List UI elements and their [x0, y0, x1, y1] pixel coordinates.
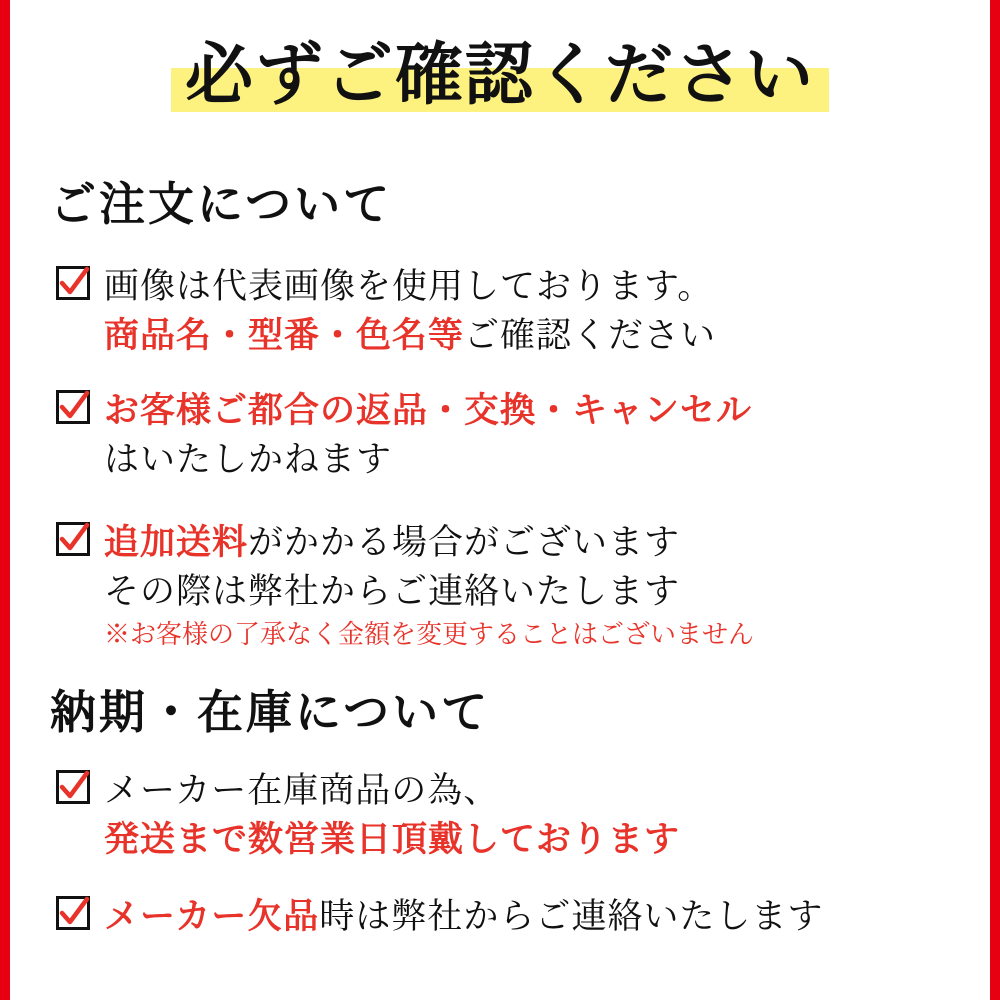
text-run: メーカー欠品	[104, 897, 320, 936]
text-run: その際は弊社からご連絡いたします	[104, 572, 681, 611]
text-run: 商品名・型番・色名等	[104, 316, 465, 355]
text-line	[104, 386, 966, 435]
checkbox-icon	[56, 390, 90, 424]
list-item-text	[104, 262, 966, 360]
checkbox-icon	[56, 770, 90, 804]
section-heading-orders: ご注文について	[50, 179, 393, 230]
text-line	[104, 815, 966, 864]
list-item	[56, 892, 966, 941]
checkbox-icon	[56, 896, 90, 930]
text-run: ご確認ください	[464, 316, 717, 355]
text-line	[104, 892, 966, 941]
text-run: 追加送料	[104, 523, 249, 562]
list-item-text	[104, 766, 966, 864]
text-run: 時は弊社からご連絡いたします	[319, 897, 824, 936]
list-item-text	[104, 518, 966, 654]
text-line	[104, 766, 966, 815]
text-run: はいたしかねます	[104, 440, 393, 479]
list-item	[56, 766, 966, 864]
list-item-text	[104, 892, 966, 941]
page-title	[171, 34, 829, 120]
text-run: お客様ご都合の返品・交換・キャンセル	[104, 391, 753, 430]
text-line	[104, 518, 966, 567]
text-run: 画像は代表画像を使用しております。	[104, 267, 714, 306]
text-run: 発送まで数営業日頂戴しております	[104, 820, 681, 859]
checkbox-icon	[56, 522, 90, 556]
text-run: メーカー在庫商品の為、	[104, 771, 500, 810]
text-line	[104, 262, 966, 311]
page-title-text: 必ずご確認ください	[184, 37, 815, 113]
text-line-note	[104, 616, 966, 654]
text-line	[104, 567, 966, 616]
text-run: がかかる場合がございます	[248, 523, 681, 562]
list-item	[56, 518, 966, 654]
section-heading-delivery: 納期・在庫について	[50, 687, 491, 738]
text-line	[104, 435, 966, 484]
page-inner	[10, 0, 990, 1000]
list-item	[56, 262, 966, 360]
list-item	[56, 386, 966, 484]
checkbox-icon	[56, 266, 90, 300]
text-run: ※お客様の了承なく金額を変更することはございません	[104, 620, 755, 649]
list-item-text	[104, 386, 966, 484]
text-line	[104, 311, 966, 360]
page-title-wrap	[10, 34, 990, 120]
